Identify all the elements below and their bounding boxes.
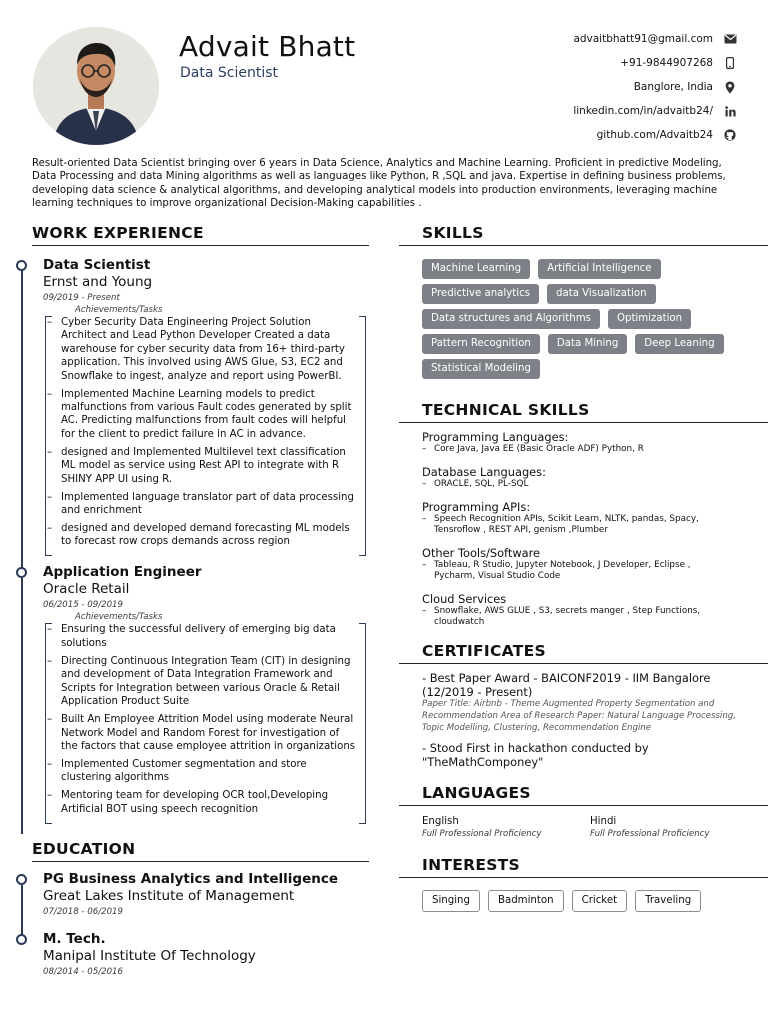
skill-tag: Machine Learning xyxy=(422,259,530,279)
tech-skill-group xyxy=(399,430,768,455)
list-item: – Implemented Customer segmentation and store clustering algorithms xyxy=(61,758,356,785)
certificate-item xyxy=(399,742,768,769)
list-item: – Implemented language translator part of data processing and enrichment xyxy=(61,491,356,518)
section-title-work: WORK EXPERIENCE xyxy=(32,224,369,246)
skill-tag: Statistical Modeling xyxy=(422,359,540,379)
right-column xyxy=(399,224,768,912)
section-title-education: EDUCATION xyxy=(32,840,369,862)
tech-skill-heading: Other Tools/Software xyxy=(422,546,541,560)
email-icon xyxy=(722,34,738,44)
certificate-item xyxy=(399,672,768,734)
tech-skill-group xyxy=(399,465,768,490)
job-date: 09/2019 - Present xyxy=(43,293,120,303)
section-title-technical-skills: TECHNICAL SKILLS xyxy=(399,401,768,423)
contact-linkedin-text: linkedin.com/in/advaitb24/ xyxy=(573,105,713,117)
job-date: 06/2015 - 09/2019 xyxy=(43,600,123,611)
language-item xyxy=(590,815,758,841)
list-item: – Directing Continuous Integration Team (CIT) in designing and development of Data Integration Framework and Scripts for Integration between various Oracle & Retail Application Product Suite xyxy=(61,655,356,709)
tech-skill-group xyxy=(399,592,768,628)
achievements-box xyxy=(43,612,366,823)
skill-tag: Pattern Recognition xyxy=(422,334,540,354)
skill-tag: Deep Leaning xyxy=(635,334,723,354)
interest-tag: Cricket xyxy=(572,890,628,912)
job-company: Ernst and Young xyxy=(43,274,153,290)
timeline-dot xyxy=(16,874,27,885)
language-item xyxy=(422,815,590,841)
tech-skill-item: – Tableau, R Studio, Jupyter Notebook, J Developer, Eclipse , Pycharm, Visual Studio Code xyxy=(422,560,722,582)
list-item: – Cyber Security Data Engineering Project Solution Architect and Lead Python Developer Created a data warehouse for cyber security data from 16+ third-party application. This involved using AWS Glue, S3, EC2 and Snowflake to ingest, analyze and report using PowerBI. xyxy=(61,316,356,383)
contact-email[interactable] xyxy=(573,27,738,51)
contact-phone-text: +91-9844907268 xyxy=(620,57,713,69)
left-column xyxy=(32,224,369,979)
bracket-right xyxy=(359,623,366,823)
certificate-title: - Stood First in hackathon conducted by "TheMathComponey" xyxy=(422,741,649,769)
list-item: – designed and developed demand forecasting ML models to forecast row crops demands across region xyxy=(61,522,356,549)
timeline-line xyxy=(21,578,23,834)
certificate-details: Paper Title: Airbnb - Theme Augmented Property Segmentation and Recommendation Area of Research Paper: Natural Language Processing, Topic Modelling, Clustering, Recommendation Engine xyxy=(422,699,736,733)
contact-email-text: advaitbhatt91@gmail.com xyxy=(573,33,713,45)
achievements-box xyxy=(43,305,366,556)
job-title: Data Scientist xyxy=(43,257,151,273)
achievements-list xyxy=(61,623,356,823)
contact-github-text: github.com/Advaitb24 xyxy=(596,129,713,141)
timeline-line xyxy=(21,885,23,941)
education-entry xyxy=(32,931,369,979)
timeline-line xyxy=(21,271,23,573)
tech-skill-heading: Programming APIs: xyxy=(422,500,531,514)
list-item: – Implemented Machine Learning models to predict malfunctions from various Fault codes generated by split AC. Predicting malfunctions from fault codes will helpful for the client to predict failure in AC in advance. xyxy=(61,388,356,442)
tech-skill-group xyxy=(399,500,768,536)
list-item: – designed and Implemented Multilevel text classification ML model as service using Rest API to integrate with R SHINY APP UI using R. xyxy=(61,446,356,486)
candidate-role: Data Scientist xyxy=(180,65,278,81)
language-level: Full Professional Proficiency xyxy=(590,829,710,840)
interests-list xyxy=(399,890,768,912)
skill-tag: data Visualization xyxy=(547,284,656,304)
timeline-dot xyxy=(16,567,27,578)
skill-tag: Predictive analytics xyxy=(422,284,539,304)
education-entry xyxy=(32,871,369,919)
skills-tag-list xyxy=(399,259,744,384)
interest-tag: Badminton xyxy=(488,890,564,912)
contact-github[interactable] xyxy=(573,123,738,147)
contact-location xyxy=(573,75,738,99)
job-entry xyxy=(32,257,369,556)
degree-title: PG Business Analytics and Intelligence xyxy=(43,870,338,887)
section-title-certificates: CERTIFICATES xyxy=(399,642,768,664)
language-name: English xyxy=(422,816,459,828)
linkedin-icon xyxy=(722,106,738,117)
tech-skill-group xyxy=(399,546,768,582)
contact-linkedin[interactable] xyxy=(573,99,738,123)
job-entry xyxy=(32,564,369,823)
achievements-label: Achievements/Tasks xyxy=(75,305,163,315)
achievements-list xyxy=(61,316,356,556)
achievements-label: Achievements/Tasks xyxy=(75,612,163,623)
job-title: Application Engineer xyxy=(43,564,202,581)
timeline-dot xyxy=(16,260,27,271)
contact-phone[interactable] xyxy=(573,51,738,75)
interest-tag: Singing xyxy=(422,890,480,912)
list-item: – Built An Employee Attrition Model using moderate Neural Network Model and Random Forest for investigation of the factors that cause employee attrition in organizations xyxy=(61,713,356,753)
section-title-interests: INTERESTS xyxy=(399,856,768,878)
skill-tag: Data structures and Algorithms xyxy=(422,309,600,329)
tech-skill-item: – Snowflake, AWS GLUE , S3, secrets manger , Step Functions, cloudwatch xyxy=(422,606,722,628)
tech-skill-item: – Core Java, Java EE (Basic Oracle ADF) Python, R xyxy=(422,444,768,455)
list-item: – Ensuring the successful delivery of emerging big data solutions xyxy=(61,623,356,650)
skill-tag: Artificial Intelligence xyxy=(538,259,660,279)
list-item: – Mentoring team for developing OCR tool,Developing Artificial BOT using speech recognition xyxy=(61,789,356,816)
section-title-languages: LANGUAGES xyxy=(399,784,768,806)
phone-icon xyxy=(722,57,738,69)
tech-skill-item: – Speech Recognition APIs, Scikit Learn, NLTK, pandas, Spacy, Tensroflow , REST API, genism ,Plumber xyxy=(422,514,722,536)
timeline-dot xyxy=(16,934,27,945)
job-company: Oracle Retail xyxy=(43,581,130,598)
degree-title: M. Tech. xyxy=(43,930,106,947)
language-name: Hindi xyxy=(590,816,617,828)
tech-skill-item: – ORACLE, SQL, PL-SQL xyxy=(422,479,768,490)
github-icon xyxy=(722,129,738,141)
contact-list xyxy=(573,27,738,147)
institution-name: Manipal Institute Of Technology xyxy=(43,947,256,964)
institution-name: Great Lakes Institute of Management xyxy=(43,887,295,904)
bracket-right xyxy=(359,316,366,556)
profile-summary: Result-oriented Data Scientist bringing over 6 years in Data Science, Analytics and Machine Learning. Proficient in predictive Modeling, Data Processing and data Mining algorithms as well as languages like Python, R ,SQL and java. Expertise in defining business problems, developing data science & analytical algorithms, and developing analytical models into production environments, leveraging machine learning techniques to improve organizational Decision-Making capabilities . xyxy=(32,158,726,210)
tech-skill-heading: Cloud Services xyxy=(422,592,507,606)
candidate-name: Advait Bhatt xyxy=(179,30,356,63)
person-avatar-icon xyxy=(33,27,159,145)
bracket-left xyxy=(45,316,52,556)
skill-tag: Data Mining xyxy=(548,334,627,354)
tech-skill-heading: Programming Languages: xyxy=(422,430,569,444)
tech-skill-heading: Database Languages: xyxy=(422,465,546,479)
language-level: Full Professional Proficiency xyxy=(422,829,542,840)
contact-location-text: Banglore, India xyxy=(633,81,713,93)
languages-list xyxy=(399,815,768,841)
skill-tag: Optimization xyxy=(608,309,691,329)
section-title-skills: SKILLS xyxy=(399,224,768,246)
profile-photo xyxy=(33,27,159,145)
certificate-title: - Best Paper Award - BAICONF2019 - IIM Bangalore (12/2019 - Present) xyxy=(422,671,711,699)
interest-tag: Traveling xyxy=(635,890,701,912)
education-date: 08/2014 - 05/2016 xyxy=(43,966,123,977)
location-icon xyxy=(722,81,738,94)
education-date: 07/2018 - 06/2019 xyxy=(43,906,123,917)
